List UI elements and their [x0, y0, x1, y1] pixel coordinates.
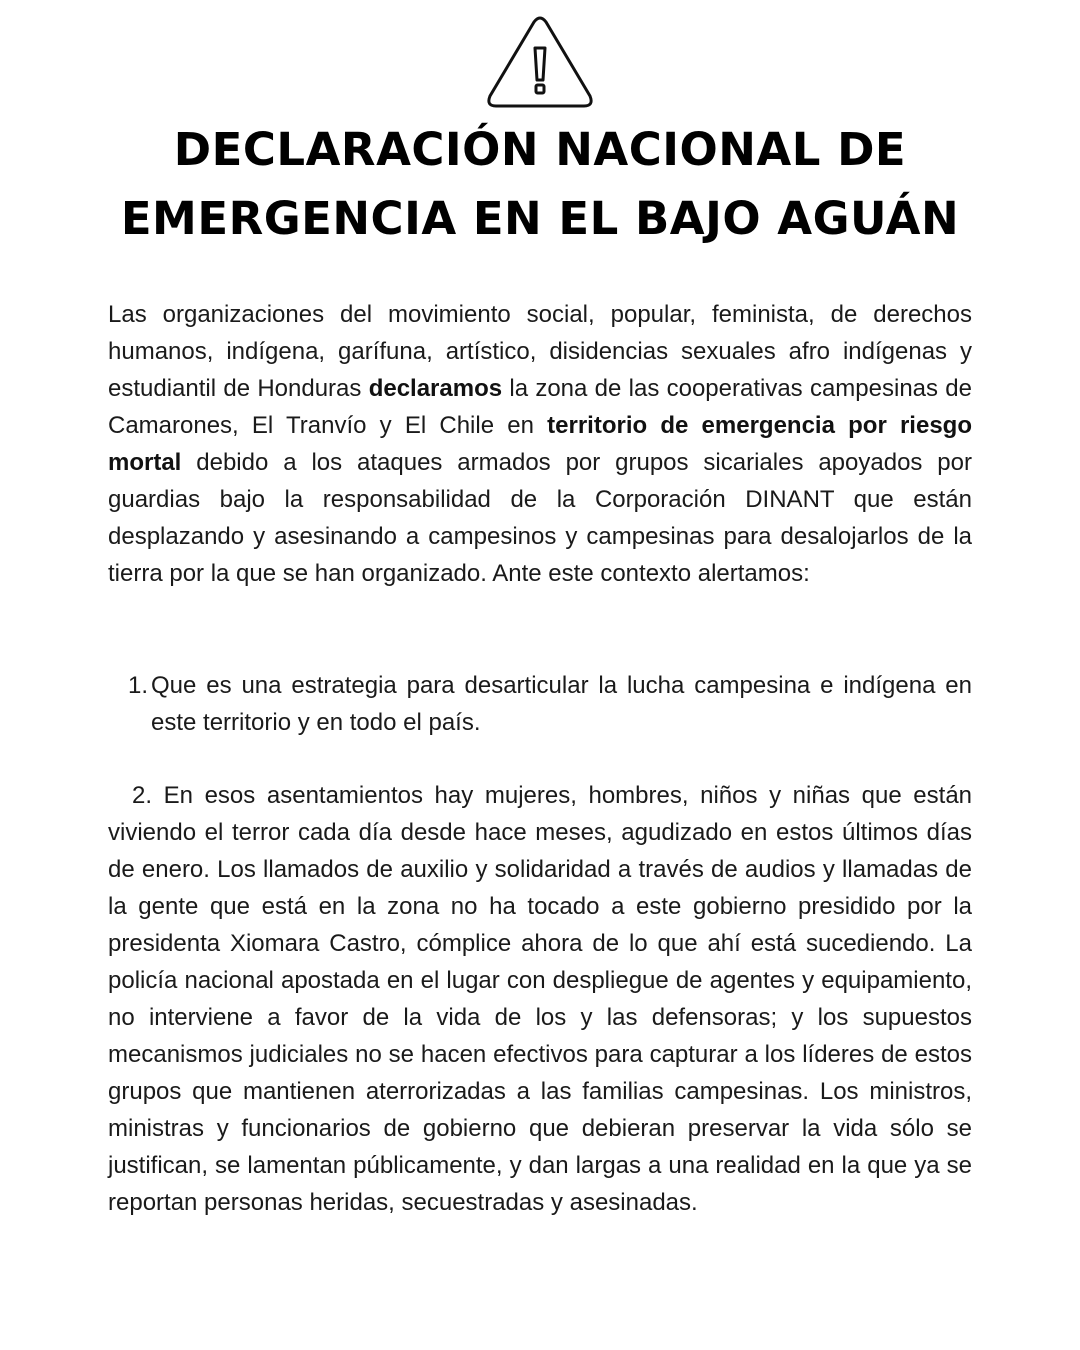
- list-item-1: [108, 667, 972, 741]
- list-item-2: [108, 777, 972, 1221]
- intro-text-2: la zona de las cooperativas campesinas de Camarones, El Tranvío y El Chile en: [108, 375, 973, 439]
- intro-paragraph: [108, 296, 972, 592]
- list-item-2-number: 2.: [132, 782, 153, 809]
- list-item-2-text: En esos asentamientos hay mujeres, hombres, niños y niñas que están viviendo el terror cada día desde hace meses, agudizado en estos últimos días de enero. Los llamados de auxilio y solidaridad a través de audios y llamadas de la gente que está en la zona no ha tocado a este gobierno presidido por la presidenta Xiomara Castro, cómplice ahora de lo que ahí está sucediendo. La policía nacional apostada en el lugar con despliegue de agentes y equipamiento, no interviene a favor de la vida de los y las defensoras; y los supuestos mecanismos judiciales no se hacen efectivos para capturar a los líderes de estos grupos que mantienen aterrorizadas a las familias campesinas. Los ministros, ministras y funcionarios de gobierno que debieran preservar la vida sólo se justifican, se lamentan públicamente, y dan largas a una realidad en la que ya se reportan personas heridas, secuestradas y asesinadas.: [108, 782, 973, 1216]
- intro-text-1: Las organizaciones del movimiento social, popular, feminista, de derechos humanos, indígena, garífuna, artístico, disidencias sexuales afro indígenas y estudiantil de Honduras: [108, 301, 972, 402]
- intro-bold-declaramos: declaramos: [368, 375, 503, 402]
- title-line-2: EMERGENCIA EN EL BAJO AGUÁN: [120, 192, 960, 245]
- warning-icon: [484, 14, 596, 110]
- intro-bold-emergencia: territorio de emergencia por riesgo mortal: [108, 412, 972, 476]
- intro-text-3: debido a los ataques armados por grupos sicariales apoyados por guardias bajo la responsabilidad de la Corporación DINANT que están desplazando y asesinando a campesinos y campesinas para desalojarlos de la tierra por la que se han organizado. Ante este contexto alertamos:: [108, 449, 972, 587]
- page-title: [60, 115, 1020, 253]
- list-item-1-text: Que es una estrategia para desarticular la lucha campesina e indígena en este territorio y en todo el país.: [151, 672, 972, 736]
- title-line-1: DECLARACIÓN NACIONAL DE: [173, 123, 907, 176]
- list-item-1-number: 1.: [128, 672, 149, 699]
